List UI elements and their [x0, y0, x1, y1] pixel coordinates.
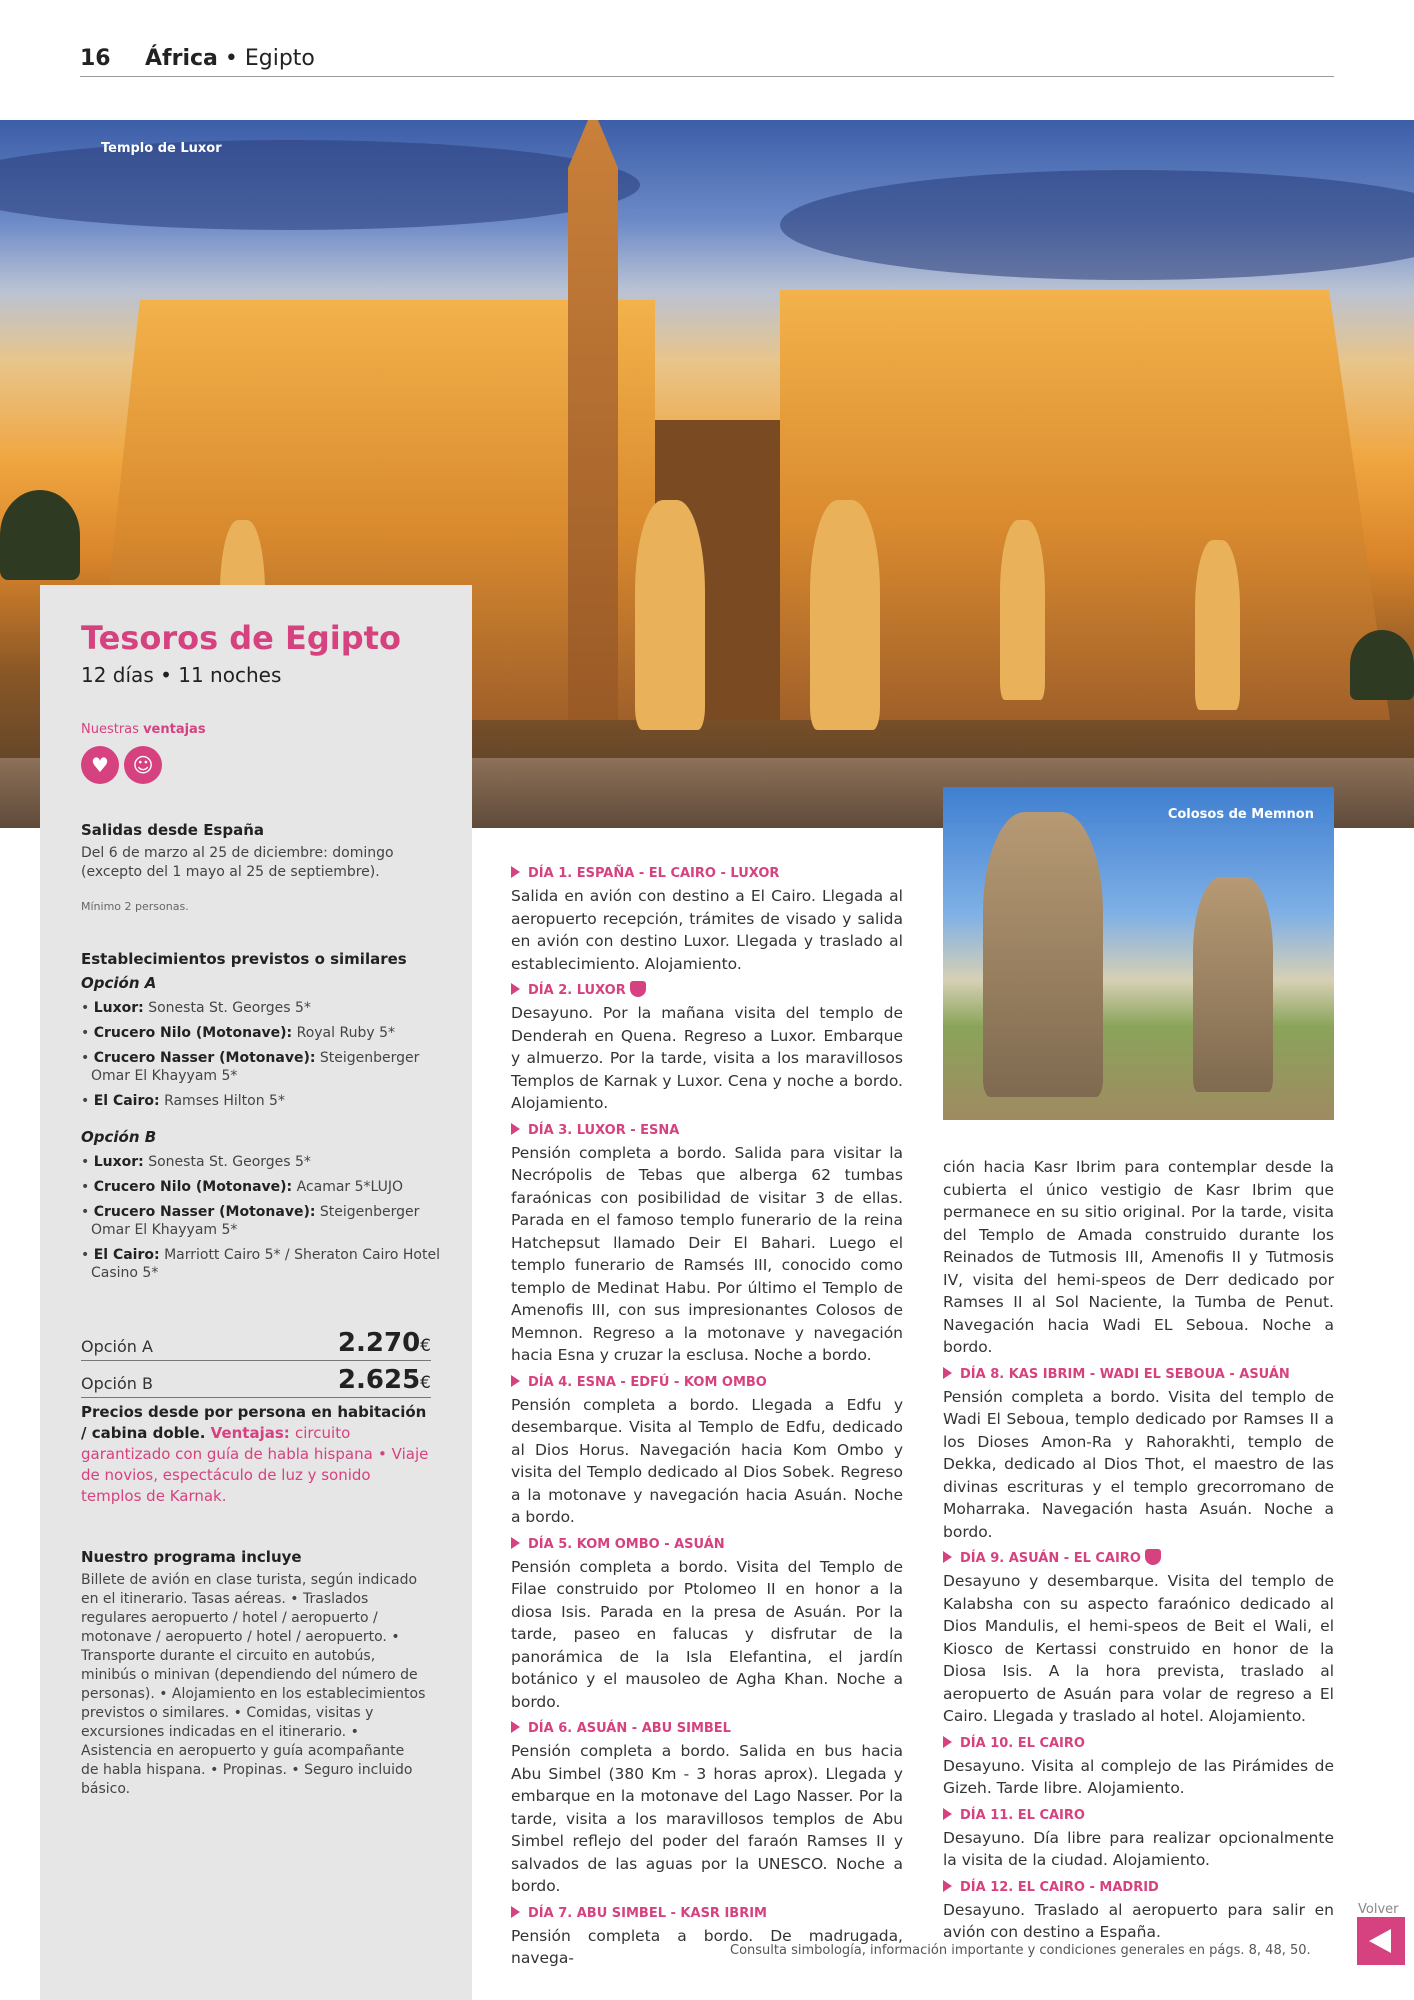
- opcion-b-label: Opción B: [81, 1128, 157, 1146]
- salidas-heading: Salidas desde España: [81, 821, 265, 839]
- section-title: [145, 46, 315, 71]
- itinerary-day: DÍA 9. ASUÁN - EL CAIRO Desayuno y desembarque. Visita del templo de Kalabsha con su aspecto faraónico dedicado al Dios Mandulis, el hemi-speos de Beit el Wali, el Kiosco de Kertassi construido en honor de la Diosa Isis. A la hora prevista, traslado al aeropuerto de Asuán para volar de regreso a El Cairo. Llegada y traslado al hotel. Alojamiento.: [943, 1551, 1334, 1725]
- back-button[interactable]: [1357, 1917, 1405, 1965]
- trip-duration: 12 días • 11 noches: [81, 663, 282, 687]
- region-name: África: [145, 46, 218, 71]
- palm-tree: [1350, 630, 1414, 700]
- itinerary-day: DÍA 7. ABU SIMBEL - KASR IBRIM Pensión completa a bordo. De madrugada, navega-: [511, 1905, 903, 1967]
- minimo-personas: Mínimo 2 personas.: [81, 900, 189, 913]
- hotel-item: • Crucero Nilo (Motonave): Royal Ruby 5*: [81, 1025, 395, 1041]
- itinerary-day-continued: ción hacia Kasr Ibrim para contemplar desde la cubierta el único vestigio de Kasr Ibrim que permanece en su sitio original. Por la tarde, visita del Templo de Amada construido durante los Reinados de Tutmosis III, Amenofis II y Tutmosis IV, visita del hemi-speos de Derr dedicado por Ramses II al Sol Naciente, la Tumba de Penut. Navegación hacia Wadi EL Seboua. Noche a bordo.: [943, 1158, 1334, 1356]
- cruise-ship-icon: [630, 981, 646, 997]
- itinerary-day: DÍA 6. ASUÁN - ABU SIMBEL Pensión completa a bordo. Salida en bus hacia Abu Simbel (380 Km - 3 horas aprox). Llegada y embarque en la motonave del Lago Nasser. Por la tarde, visita a los maravillosos templos de Abu Simbel reflejo del poder del faraón Ramses II y salvados de las aguas por la UNESCO. Noche a bordo.: [511, 1721, 903, 1895]
- footer-note: Consulta simbología, información importante y condiciones generales en págs. 8, 48, 50.: [730, 1943, 1311, 1958]
- statue: [810, 500, 880, 730]
- hotel-item: • El Cairo: Marriott Cairo 5* / Sheraton Cairo Hotel Casino 5*: [81, 1247, 440, 1281]
- price-value: 2.270€: [337, 1328, 431, 1358]
- statue: [1000, 520, 1045, 700]
- itinerary-day: DÍA 4. ESNA - EDFÚ - KOM OMBO Pensión completa a bordo. Llegada a Edfu y desembarque. Visita al Templo de Edfu, dedicado al Dios Horus. Navegación hacia Kom Ombo y visita del Templo dedicado al Dios Sobek. Regreso a la motonave y navegación hacia Asuán. Noche a bordo.: [511, 1374, 903, 1526]
- page-header: [80, 44, 1334, 77]
- price-label: Opción A: [81, 1337, 153, 1356]
- colossus-statue: [1193, 877, 1273, 1092]
- header-separator: •: [224, 46, 238, 71]
- itinerary-day: DÍA 3. LUXOR - ESNA Pensión completa a bordo. Salida para visitar la Necrópolis de Tebas que alberga 62 tumbas faraónicas con posibilidad de visitar 3 de ellas. Parada en el famoso templo funerario de la reina Hatchepsut llamado Deir El Bahari. Luego el templo funerario de Ramsés III, conocido como templo de Medinat Habu. Por último el Templo de Amenofis III, con sus impresionantes Colosos de Memnon. Regreso a la motonave y navegación hacia Esna y cruzar la esclusa. Noche a bordo.: [511, 1122, 903, 1364]
- colossus-statue: [983, 812, 1103, 1097]
- hoteles-heading: Establecimientos previstos o similares: [81, 950, 407, 968]
- hotel-item: • Luxor: Sonesta St. Georges 5*: [81, 1000, 311, 1016]
- hotel-item: • El Cairo: Ramses Hilton 5*: [81, 1093, 285, 1109]
- itinerary-column-2: [943, 1156, 1334, 1950]
- itinerary-column-1: [511, 864, 903, 1976]
- photo-colossi-of-memnon: [943, 787, 1334, 1120]
- ventajas-prefix: Nuestras: [81, 722, 139, 737]
- trip-summary-panel: [40, 585, 472, 2000]
- group-icon: ☺: [124, 746, 162, 784]
- price-row-opcion-b: [81, 1363, 431, 1398]
- ventajas-label: [81, 722, 206, 737]
- hotel-item: • Crucero Nasser (Motonave): Steigenberger Omar El Khayyam 5*: [81, 1050, 420, 1084]
- itinerary-day: DÍA 5. KOM OMBO - ASUÁN Pensión completa a bordo. Visita del Templo de Filae construido por Ptolomeo II en honor a la diosa Isis. Parada en la presa de Asuán. Por la tarde, paseo en falucas y disfrutar de la panorámica de la Isla Elefantina, el jardín botánico y el mausoleo de Agha Khan. Noche a bordo.: [511, 1536, 903, 1711]
- back-arrow-icon: [1369, 1929, 1391, 1953]
- country-name: Egipto: [244, 46, 315, 71]
- cruise-ship-icon: [1145, 1549, 1161, 1565]
- photo-caption: Colosos de Memnon: [1167, 807, 1314, 822]
- salidas-text: Del 6 de marzo al 25 de diciembre: domingo (excepto del 1 mayo al 25 de septiembre).: [81, 845, 394, 880]
- price-value: 2.625€: [337, 1365, 431, 1395]
- programa-heading: Nuestro programa incluye: [81, 1548, 302, 1566]
- back-label: Volver: [1358, 1902, 1399, 1917]
- price-note: Precios desde por persona en habitación / cabina doble. Ventajas: circuito garantizado con guía de habla hispana • Viaje de novios, espectáculo de luz y sonido templos de Karnak.: [81, 1403, 429, 1505]
- itinerary-day: DÍA 1. ESPAÑA - EL CAIRO - LUXOR Salida en avión con destino a El Cairo. Llegada al aeropuerto recepción, trámites de visado y salida en avión con destino Luxor. Llegada y traslado al establecimiento. Alojamiento.: [511, 866, 903, 973]
- hotel-item: • Crucero Nilo (Motonave): Acamar 5*LUJO: [81, 1179, 404, 1195]
- statue: [1195, 540, 1240, 710]
- cloud-shape: [0, 140, 640, 230]
- palm-tree: [0, 490, 80, 580]
- itinerary-day: DÍA 8. KAS IBRIM - WADI EL SEBOUA - ASUÁN Pensión completa a bordo. Visita del templo de Wadi El Seboua, templo dedicado por Ramses II a los Dioses Amon-Ra y Rahorakhti, templo de Dekka, dedicado al Dios Thot, el maestro de las divinas escrituras y el templo grecorromano de Moharraka. Navegación hasta Asuán. Noche a bordo.: [943, 1366, 1334, 1541]
- hotel-item: • Crucero Nasser (Motonave): Steigenberger Omar El Khayyam 5*: [81, 1204, 420, 1238]
- trip-title: Tesoros de Egipto: [81, 619, 401, 657]
- price-label: Opción B: [81, 1374, 153, 1393]
- itinerary-day: DÍA 11. EL CAIRO Desayuno. Día libre para realizar opcionalmente la visita de la ciudad. Alojamiento.: [943, 1807, 1334, 1869]
- hotel-item: • Luxor: Sonesta St. Georges 5*: [81, 1154, 311, 1170]
- opcion-b-list: [81, 1153, 441, 1289]
- obelisk: [568, 120, 618, 720]
- itinerary-day: DÍA 12. EL CAIRO - MADRID Desayuno. Traslado al aeropuerto para salir en avión con destino a España.: [943, 1879, 1334, 1941]
- ventajas-word: ventajas: [143, 722, 206, 737]
- opcion-a-label: Opción A: [81, 974, 157, 992]
- programa-text: Billete de avión en clase turista, según indicado en el itinerario. Tasas aéreas. • Traslados regulares aeropuerto / hotel / aeropuerto / motonave / aeropuerto / hotel / aeropuerto. • Transporte durante el circuito en autobús, minibús o minivan (dependiendo del número de personas). • Alojamiento en los establecimientos previstos o similares. • Comidas, visitas y excursiones indicadas en el itinerario. • Asistencia en aeropuerto y guía acompañante de habla hispana. • Propinas. • Seguro incluido básico.: [81, 1572, 426, 1797]
- itinerary-day: DÍA 2. LUXOR Desayuno. Por la mañana visita del templo de Denderah en Quena. Regreso a Luxor. Embarque y almuerzo. Por la tarde, visita a los maravillosos Templos de Karnak y Luxor. Cena y noche a bordo. Alojamiento.: [511, 983, 903, 1112]
- opcion-a-list: [81, 999, 441, 1117]
- couple-icon: ♥: [81, 746, 119, 784]
- page-number: 16: [80, 46, 111, 71]
- itinerary-day: DÍA 10. EL CAIRO Desayuno. Visita al complejo de las Pirámides de Gizeh. Tarde libre. Alojamiento.: [943, 1735, 1334, 1797]
- statue: [635, 500, 705, 730]
- cloud-shape: [780, 170, 1414, 280]
- hero-caption: Templo de Luxor: [101, 141, 222, 156]
- price-row-opcion-a: [81, 1326, 431, 1361]
